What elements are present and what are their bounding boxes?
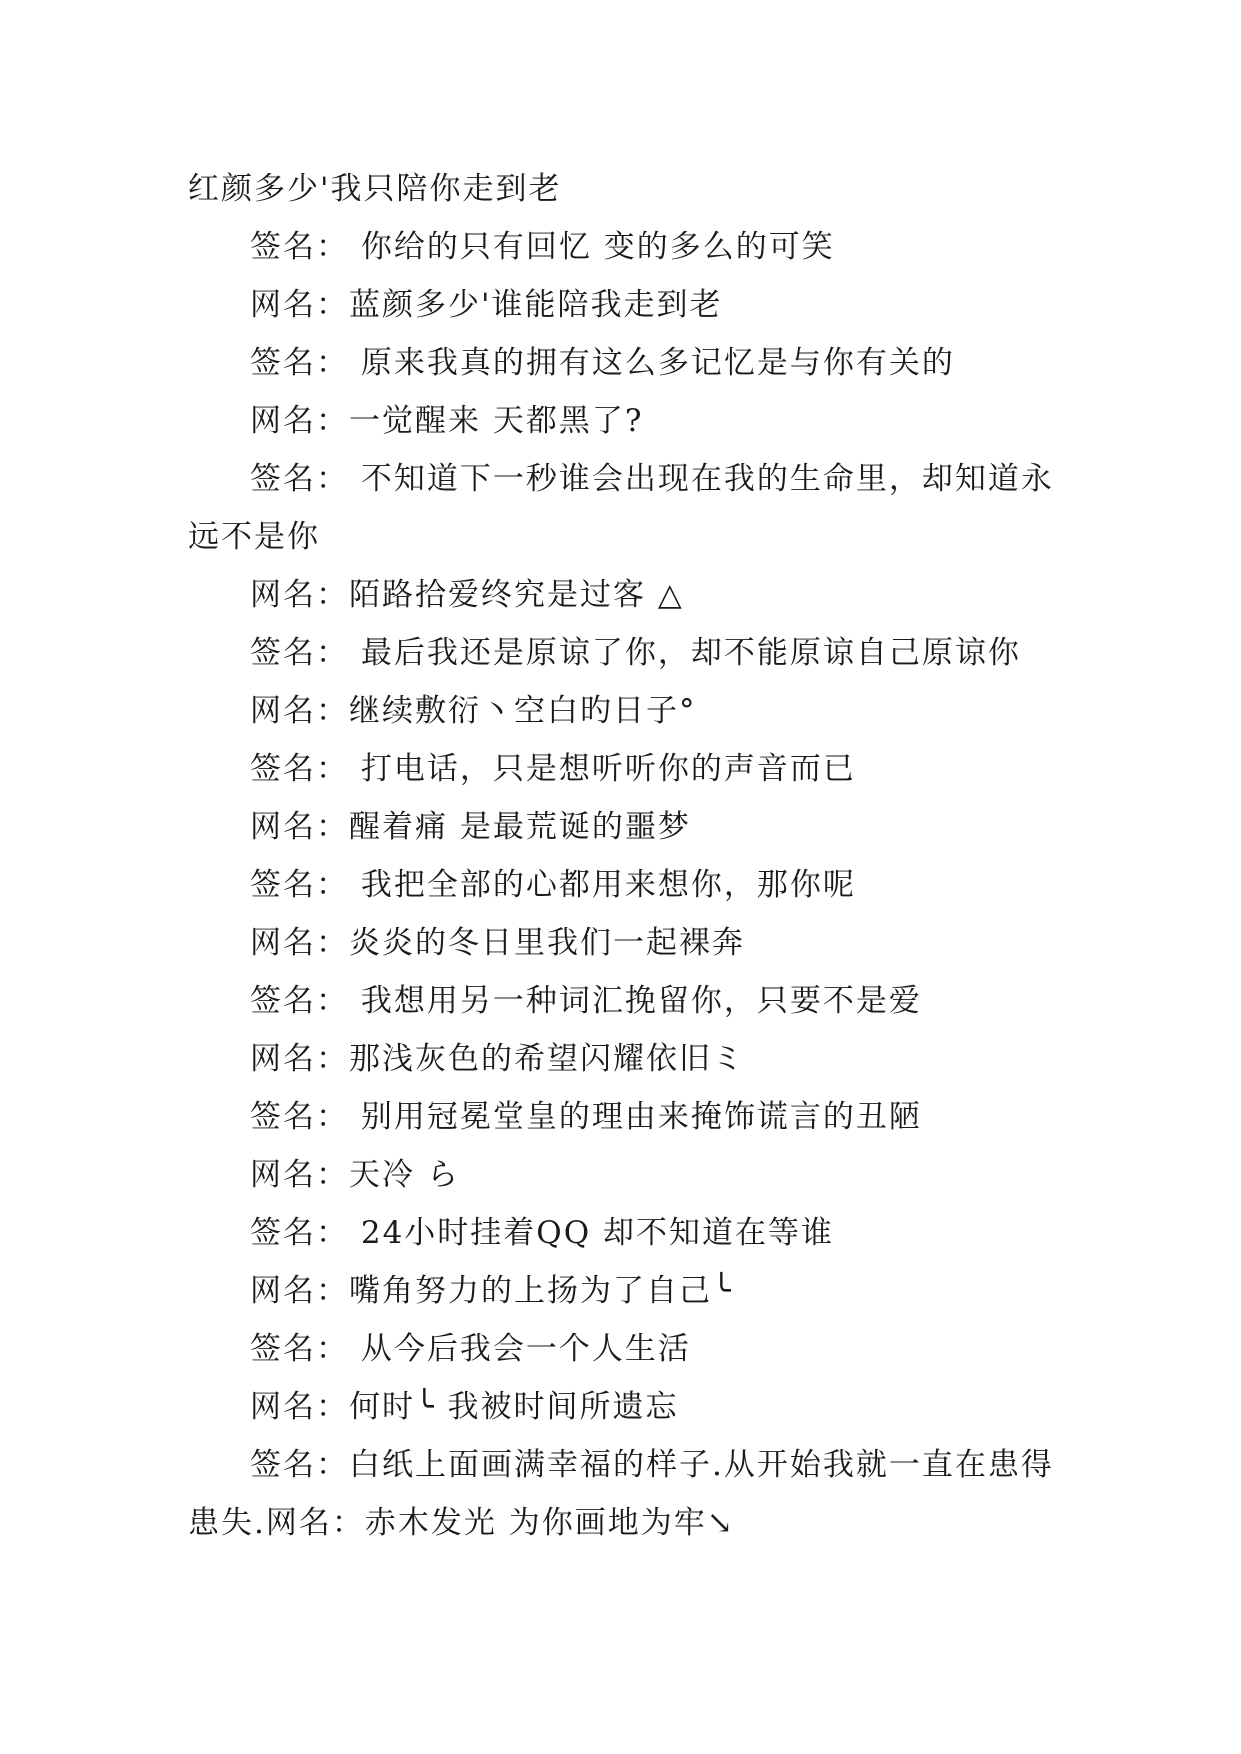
paragraph: 网名：天冷 ら [250, 1157, 460, 1193]
paragraph: 网名：继续敷衍丶空白旳日子° [250, 693, 697, 729]
paragraph: 签名： 最后我还是原谅了你，却不能原谅自己原谅你 [250, 635, 1021, 671]
paragraph: 签名：白纸上面画满幸福的样子.从开始我就一直在患得患失.网名：赤木发光 为你画地为牢↘ [188, 1447, 1054, 1541]
paragraph: 签名： 打电话，只是想听听你的声音而已 [250, 751, 856, 787]
paragraph: 网名：蓝颜多少'谁能陪我走到老 [250, 287, 723, 323]
paragraph: 网名：醒着痛 是最荒诞的噩梦 [250, 809, 691, 845]
paragraph: 红颜多少'我只陪你走到老 [188, 171, 562, 207]
paragraph: 网名：陌路拾爱终究是过客 △ [250, 577, 684, 613]
paragraph: 网名：一觉醒来 天都黑了? [250, 403, 644, 439]
paragraph: 签名： 原来我真的拥有这么多记忆是与你有关的 [250, 345, 955, 381]
paragraph: 网名：何时╰ 我被时间所遗忘 [250, 1389, 679, 1425]
paragraph: 签名： 你给的只有回忆 变的多么的可笑 [250, 229, 835, 265]
paragraph: 签名： 从今后我会一个人生活 [250, 1331, 691, 1367]
paragraph: 签名： 24小时挂着QQ 却不知道在等谁 [250, 1215, 834, 1251]
document-body [188, 160, 1054, 1552]
paragraph: 签名： 我想用另一种词汇挽留你，只要不是爱 [250, 983, 922, 1019]
paragraph: 网名：那浅灰色的希望闪耀依旧ミ [250, 1041, 745, 1077]
paragraph: 网名：嘴角努力的上扬为了自己╰ [250, 1273, 733, 1309]
paragraph: 签名： 我把全部的心都用来想你，那你呢 [250, 867, 856, 903]
paragraph: 网名：炎炎的冬日里我们一起裸奔 [250, 925, 745, 961]
paragraph: 签名： 别用冠冕堂皇的理由来掩饰谎言的丑陋 [250, 1099, 922, 1135]
paragraph: 签名： 不知道下一秒谁会出现在我的生命里，却知道永远不是你 [188, 461, 1054, 555]
